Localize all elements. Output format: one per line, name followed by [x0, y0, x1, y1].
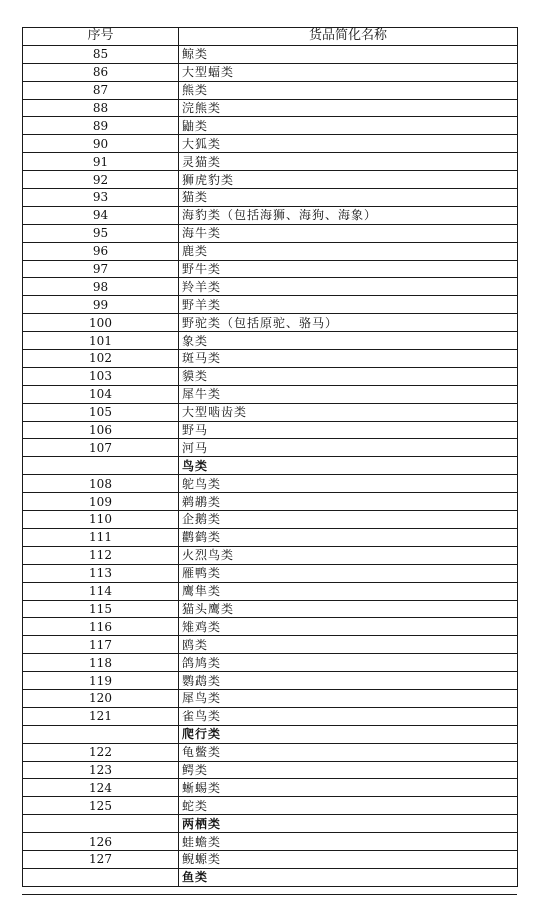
table-row — [23, 63, 518, 81]
goods-name-cell: 羚羊类 — [179, 278, 518, 296]
goods-name-cell: 鹈鹕类 — [179, 493, 518, 511]
table-row — [23, 600, 518, 618]
serial-number-cell — [23, 868, 179, 886]
serial-number-cell: 86 — [23, 63, 179, 81]
goods-name-cell: 灵猫类 — [179, 153, 518, 171]
goods-name-cell: 野马 — [179, 421, 518, 439]
table-row — [23, 636, 518, 654]
serial-number-cell — [23, 815, 179, 833]
goods-name-cell: 狮虎豹类 — [179, 171, 518, 189]
header-serial-number: 序号 — [23, 28, 179, 46]
serial-number-cell: 107 — [23, 439, 179, 457]
table-row — [23, 242, 518, 260]
serial-number-cell: 85 — [23, 45, 179, 63]
goods-name-cell: 河马 — [179, 439, 518, 457]
goods-name-cell: 象类 — [179, 332, 518, 350]
serial-number-cell: 113 — [23, 564, 179, 582]
goods-name-cell: 雉鸡类 — [179, 618, 518, 636]
goods-name-cell: 鼬类 — [179, 117, 518, 135]
goods-table — [22, 27, 517, 887]
category-name-cell: 鸟类 — [179, 457, 518, 475]
serial-number-cell: 94 — [23, 206, 179, 224]
goods-name-cell: 野羊类 — [179, 296, 518, 314]
category-name-cell: 两栖类 — [179, 815, 518, 833]
table-row — [23, 475, 518, 493]
table-row — [23, 350, 518, 368]
table-row — [23, 689, 518, 707]
serial-number-cell: 102 — [23, 350, 179, 368]
table-row — [23, 546, 518, 564]
table-row — [23, 654, 518, 672]
table-row — [23, 618, 518, 636]
table-row — [23, 797, 518, 815]
serial-number-cell — [23, 725, 179, 743]
goods-name-cell: 雀鸟类 — [179, 707, 518, 725]
goods-name-cell: 浣熊类 — [179, 99, 518, 117]
serial-number-cell: 115 — [23, 600, 179, 618]
serial-number-cell: 97 — [23, 260, 179, 278]
serial-number-cell: 119 — [23, 672, 179, 690]
table-row — [23, 153, 518, 171]
serial-number-cell: 118 — [23, 654, 179, 672]
category-row — [23, 457, 518, 475]
goods-name-cell: 大狐类 — [179, 135, 518, 153]
table-row — [23, 81, 518, 99]
goods-name-cell: 熊类 — [179, 81, 518, 99]
goods-name-cell: 鸽鸠类 — [179, 654, 518, 672]
goods-name-cell: 犀牛类 — [179, 385, 518, 403]
table-row — [23, 850, 518, 868]
goods-name-cell: 鲸类 — [179, 45, 518, 63]
table-row — [23, 171, 518, 189]
goods-name-cell: 鹿类 — [179, 242, 518, 260]
bottom-rule — [22, 894, 517, 895]
goods-name-cell: 龟鳖类 — [179, 743, 518, 761]
table-row — [23, 511, 518, 529]
serial-number-cell: 90 — [23, 135, 179, 153]
category-row — [23, 815, 518, 833]
table-row — [23, 421, 518, 439]
table-row — [23, 314, 518, 332]
goods-name-cell: 鸵鸟类 — [179, 475, 518, 493]
serial-number-cell: 117 — [23, 636, 179, 654]
goods-name-cell: 斑马类 — [179, 350, 518, 368]
goods-name-cell: 鳄类 — [179, 761, 518, 779]
table-row — [23, 278, 518, 296]
table-row — [23, 117, 518, 135]
category-row — [23, 868, 518, 886]
table-row — [23, 135, 518, 153]
goods-name-cell: 猫头鹰类 — [179, 600, 518, 618]
table-row — [23, 672, 518, 690]
serial-number-cell: 121 — [23, 707, 179, 725]
category-name-cell: 鱼类 — [179, 868, 518, 886]
table-row — [23, 707, 518, 725]
serial-number-cell: 109 — [23, 493, 179, 511]
serial-number-cell: 101 — [23, 332, 179, 350]
goods-name-cell: 企鹅类 — [179, 511, 518, 529]
serial-number-cell: 110 — [23, 511, 179, 529]
table-row — [23, 582, 518, 600]
serial-number-cell: 100 — [23, 314, 179, 332]
category-row — [23, 725, 518, 743]
goods-name-cell: 貘类 — [179, 367, 518, 385]
goods-name-cell: 鹳鹤类 — [179, 528, 518, 546]
serial-number-cell: 112 — [23, 546, 179, 564]
goods-table-grid — [22, 27, 518, 887]
serial-number-cell: 125 — [23, 797, 179, 815]
table-row — [23, 743, 518, 761]
table-row — [23, 296, 518, 314]
category-name-cell: 爬行类 — [179, 725, 518, 743]
table-row — [23, 206, 518, 224]
goods-name-cell: 蛇类 — [179, 797, 518, 815]
serial-number-cell: 91 — [23, 153, 179, 171]
serial-number-cell: 123 — [23, 761, 179, 779]
goods-name-cell: 犀鸟类 — [179, 689, 518, 707]
serial-number-cell: 93 — [23, 189, 179, 207]
table-row — [23, 439, 518, 457]
goods-name-cell: 大型蝠类 — [179, 63, 518, 81]
goods-name-cell: 野驼类（包括原驼、骆马） — [179, 314, 518, 332]
serial-number-cell: 114 — [23, 582, 179, 600]
goods-name-cell: 鹰隼类 — [179, 582, 518, 600]
table-row — [23, 493, 518, 511]
table-row — [23, 332, 518, 350]
serial-number-cell: 98 — [23, 278, 179, 296]
table-row — [23, 403, 518, 421]
goods-name-cell: 大型啮齿类 — [179, 403, 518, 421]
serial-number-cell: 99 — [23, 296, 179, 314]
serial-number-cell: 88 — [23, 99, 179, 117]
goods-name-cell: 鸥类 — [179, 636, 518, 654]
goods-name-cell: 蜥蜴类 — [179, 779, 518, 797]
table-row — [23, 45, 518, 63]
serial-number-cell — [23, 457, 179, 475]
serial-number-cell: 108 — [23, 475, 179, 493]
serial-number-cell: 95 — [23, 224, 179, 242]
serial-number-cell: 106 — [23, 421, 179, 439]
serial-number-cell: 92 — [23, 171, 179, 189]
table-header-row — [23, 28, 518, 46]
goods-name-cell: 雁鸭类 — [179, 564, 518, 582]
serial-number-cell: 111 — [23, 528, 179, 546]
table-row — [23, 564, 518, 582]
serial-number-cell: 120 — [23, 689, 179, 707]
goods-name-cell: 海牛类 — [179, 224, 518, 242]
table-row — [23, 385, 518, 403]
serial-number-cell: 96 — [23, 242, 179, 260]
serial-number-cell: 116 — [23, 618, 179, 636]
table-row — [23, 833, 518, 851]
table-row — [23, 260, 518, 278]
serial-number-cell: 127 — [23, 850, 179, 868]
goods-name-cell: 猫类 — [179, 189, 518, 207]
table-body — [23, 45, 518, 886]
serial-number-cell: 89 — [23, 117, 179, 135]
serial-number-cell: 105 — [23, 403, 179, 421]
header-goods-name: 货品简化名称 — [179, 28, 518, 46]
table-row — [23, 224, 518, 242]
table-row — [23, 367, 518, 385]
serial-number-cell: 126 — [23, 833, 179, 851]
goods-name-cell: 野牛类 — [179, 260, 518, 278]
serial-number-cell: 122 — [23, 743, 179, 761]
serial-number-cell: 103 — [23, 367, 179, 385]
table-row — [23, 99, 518, 117]
table-row — [23, 528, 518, 546]
serial-number-cell: 124 — [23, 779, 179, 797]
table-row — [23, 779, 518, 797]
goods-name-cell: 火烈鸟类 — [179, 546, 518, 564]
table-row — [23, 761, 518, 779]
goods-name-cell: 海豹类（包括海狮、海狗、海象） — [179, 206, 518, 224]
serial-number-cell: 104 — [23, 385, 179, 403]
goods-name-cell: 鹦鹉类 — [179, 672, 518, 690]
serial-number-cell: 87 — [23, 81, 179, 99]
goods-name-cell: 鲵螈类 — [179, 850, 518, 868]
goods-name-cell: 蛙蟾类 — [179, 833, 518, 851]
table-row — [23, 189, 518, 207]
